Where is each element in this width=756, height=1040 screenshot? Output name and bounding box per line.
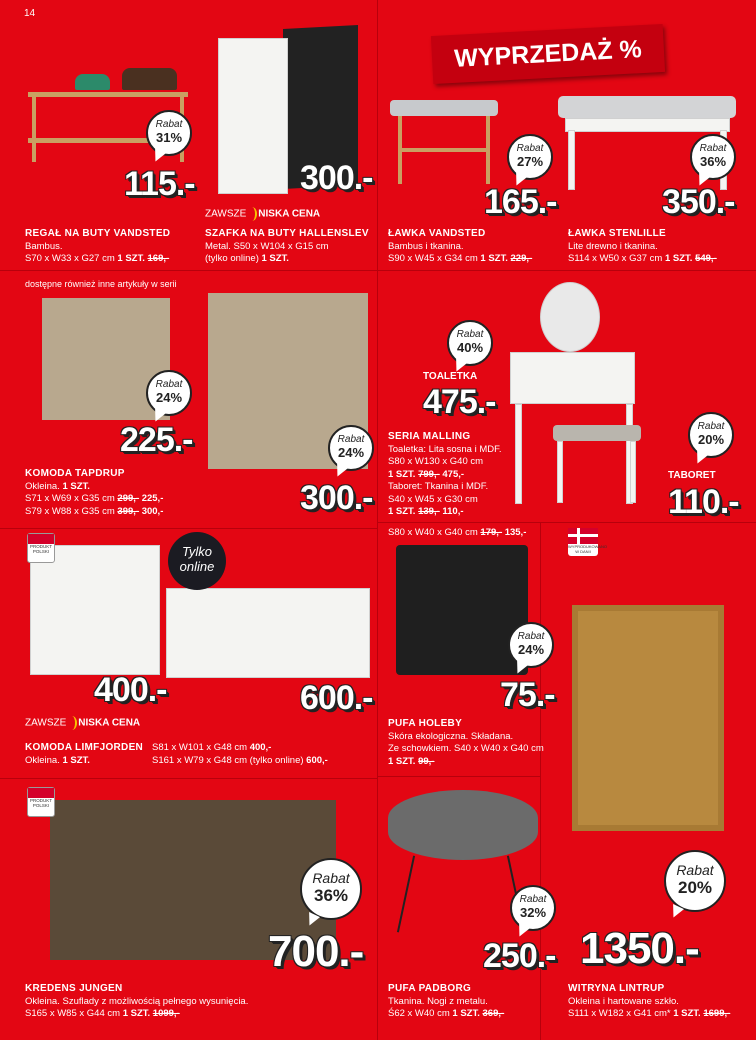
shoe-rack-image <box>28 92 188 97</box>
rabat-value: 36% <box>699 154 727 169</box>
rabat-value: 24% <box>337 445 365 460</box>
rabat-label: Rabat <box>697 421 725 432</box>
rabat-badge <box>664 850 726 912</box>
info-line <box>388 506 502 519</box>
info-text: 400,- <box>249 742 272 753</box>
info-line <box>25 996 248 1009</box>
info-text: 1 SZT. <box>388 506 419 517</box>
info-text: S80 x W130 x G40 cm <box>388 456 484 467</box>
price: 110.- <box>668 483 739 521</box>
info-text: S114 x W50 x G37 cm <box>568 253 665 264</box>
info-line <box>152 755 328 768</box>
info-text: 1 SZT. <box>62 480 90 492</box>
info-text: S70 x W33 x G27 cm <box>25 253 118 264</box>
divider <box>378 522 756 523</box>
product-info <box>568 228 717 266</box>
info-text: S111 x W182 x G41 cm* <box>568 1008 674 1019</box>
info-line <box>25 983 248 996</box>
rabat-label: Rabat <box>312 870 350 886</box>
rabat-badge <box>507 134 553 180</box>
info-line <box>25 468 163 481</box>
tylko-online-badge <box>168 532 226 590</box>
product-info <box>25 468 163 518</box>
product-info <box>25 742 143 767</box>
info-line <box>388 228 532 241</box>
shoe-rack-leg <box>32 92 36 162</box>
logo-text: ZAWSZE <box>25 717 67 729</box>
badge-text: online <box>179 559 215 574</box>
info-text: Okleina. Szuflady z możliwością pełnego wysunięcia. <box>25 995 249 1007</box>
price: 400.- <box>94 671 167 709</box>
old-price: 369,- <box>482 1008 505 1019</box>
product-info <box>388 983 504 1021</box>
info-text: Bambus. <box>25 240 63 252</box>
info-line <box>568 996 730 1009</box>
badge-text: PRODUKT POLSKI <box>29 798 52 808</box>
old-price: 1699,- <box>703 1008 731 1019</box>
product-name: SERIA MALLING <box>388 431 471 442</box>
info-line <box>205 241 369 254</box>
always-low-price-logo <box>205 207 320 222</box>
product-name: SZAFKA NA BUTY HALLENSLEV <box>205 228 369 239</box>
badge-text: Tylko <box>181 544 213 559</box>
bench-shelf <box>398 148 490 152</box>
product-info <box>25 228 170 266</box>
limfjorden-wide-dresser-image <box>166 588 370 678</box>
info-text: Okleina. <box>25 480 63 492</box>
info-text: S80 x W40 x G40 cm <box>388 527 481 538</box>
product-info <box>388 431 502 519</box>
price: 300.- <box>300 159 373 197</box>
info-text: 1 SZT. <box>122 1008 153 1019</box>
rabat-label: Rabat <box>517 631 545 642</box>
info-line <box>568 241 717 254</box>
produkt-polski-badge <box>27 533 55 563</box>
rabat-label: Rabat <box>516 143 544 154</box>
info-text: Toaletka: Lita sosna i MDF. <box>388 443 502 455</box>
bench-stenlille-frame <box>565 118 730 132</box>
info-text: Taboret: Tkanina i MDF. <box>388 481 489 492</box>
rabat-badge <box>688 412 734 458</box>
price: 700.- <box>268 927 364 976</box>
product-info <box>388 527 526 540</box>
vanity-mirror-image <box>540 282 600 352</box>
rabat-label: Rabat <box>155 119 183 130</box>
always-low-price-logo <box>25 716 140 731</box>
rabat-value: 20% <box>697 432 725 447</box>
divider <box>0 528 378 529</box>
info-line <box>25 755 143 768</box>
product-name: WITRYNA LINTRUP <box>568 983 665 994</box>
info-line <box>388 756 544 769</box>
info-line <box>25 481 163 494</box>
product-name: PUFA HOLEBY <box>388 718 463 729</box>
info-text: 1 SZT. <box>452 1008 483 1019</box>
old-price: 179,- <box>480 527 503 538</box>
info-text: 225,- <box>139 493 164 504</box>
info-text: S40 x W45 x G30 cm <box>388 493 478 505</box>
info-line <box>388 731 544 744</box>
old-price: 799,- <box>418 468 440 480</box>
rabat-value: 31% <box>155 130 183 145</box>
price: 475.- <box>423 383 496 421</box>
info-line <box>152 742 328 755</box>
info-line <box>568 1008 730 1021</box>
rabat-value: 32% <box>519 905 547 920</box>
info-text: S71 x W69 x G35 cm <box>25 493 118 504</box>
info-text: S81 x W101 x G48 cm <box>152 742 250 753</box>
info-line <box>25 228 170 241</box>
padborg-leg <box>397 856 415 933</box>
old-price: 549,- <box>695 253 717 264</box>
info-line <box>568 253 717 266</box>
old-price: 399,- <box>117 505 140 517</box>
bench-leg <box>568 130 575 190</box>
rabat-badge <box>508 622 554 668</box>
product-name: KOMODA LIMFJORDEN <box>25 742 144 753</box>
price: 350.- <box>662 183 735 221</box>
product-info <box>152 742 328 767</box>
divider <box>377 0 378 1040</box>
info-text: S90 x W45 x G34 cm <box>388 253 481 264</box>
divider <box>378 776 540 777</box>
old-price: 299,- <box>117 493 140 504</box>
info-text: 1 SZT. <box>673 1008 704 1019</box>
info-text: 600,- <box>306 754 328 766</box>
price: 165.- <box>484 183 557 221</box>
price: 300.- <box>300 479 373 517</box>
rabat-value: 40% <box>456 340 484 355</box>
product-info <box>388 228 532 266</box>
rabat-label: Rabat <box>456 329 484 340</box>
rabat-value: 24% <box>155 390 183 405</box>
info-text: 1 SZT. <box>388 468 419 480</box>
rabat-value: 36% <box>313 886 349 905</box>
old-price: 139,- <box>418 506 440 517</box>
page-number: 14 <box>24 8 36 19</box>
series-note: dostępne również inne artykuły w serii <box>25 279 177 289</box>
made-in-denmark-badge <box>568 528 607 556</box>
info-line <box>388 996 504 1009</box>
product-name: ŁAWKA VANDSTED <box>388 228 486 239</box>
product-info <box>25 983 248 1021</box>
badge-text: WYPRODUKOWANO W DANII <box>568 544 607 554</box>
info-line <box>388 1008 504 1021</box>
info-text: 475,- <box>439 468 465 480</box>
info-line <box>568 983 730 996</box>
info-line <box>205 228 369 241</box>
info-line <box>388 469 502 482</box>
product-info <box>205 228 369 266</box>
shoe-image <box>75 74 110 90</box>
info-text: 1 SZT. <box>261 253 289 264</box>
info-line <box>388 494 502 507</box>
info-line <box>568 228 717 241</box>
old-price: 229,- <box>510 253 533 264</box>
rabat-badge <box>328 425 374 471</box>
price: 1350.- <box>580 924 699 973</box>
info-text: Ś62 x W40 cm <box>388 1008 453 1019</box>
product-name: KOMODA TAPDRUP <box>25 468 125 479</box>
info-text: 1 SZT. <box>664 253 696 264</box>
old-price: 1099,- <box>152 1008 180 1019</box>
rabat-label: Rabat <box>155 379 183 390</box>
product-info <box>568 983 730 1021</box>
rabat-label: Rabat <box>519 894 547 905</box>
stool-leg <box>630 441 636 503</box>
info-text: Tkanina. Nogi z metalu. <box>388 995 488 1007</box>
holeby-pouf-image <box>396 545 528 675</box>
rabat-value: 27% <box>516 154 544 169</box>
info-line <box>25 506 163 519</box>
product-name: REGAŁ NA BUTY VANDSTED <box>25 228 171 239</box>
rabat-label: Rabat <box>699 143 727 154</box>
bench-vandsted-image <box>390 100 498 116</box>
vanity-leg <box>515 404 522 504</box>
produkt-polski-badge <box>27 787 55 817</box>
info-line <box>25 253 170 266</box>
price: 600.- <box>300 679 373 717</box>
rabat-value: 20% <box>677 878 713 897</box>
info-line <box>388 444 502 457</box>
limfjorden-tall-dresser-image <box>30 545 160 675</box>
product-name: KREDENS JUNGEN <box>25 983 123 994</box>
info-text: 1 SZT. <box>62 754 90 766</box>
boots-image <box>122 68 177 90</box>
price: 225.- <box>120 421 193 459</box>
info-text: S161 x W79 x G48 cm (tylko online) <box>152 754 307 766</box>
info-line <box>388 718 544 731</box>
padborg-pouf-image <box>388 790 538 860</box>
info-line <box>25 742 143 755</box>
badge-text: PRODUKT POLSKI <box>29 544 52 554</box>
info-text: 1 SZT. <box>480 253 511 264</box>
info-text: 110,- <box>439 506 464 517</box>
label-toaletka: TOALETKA <box>423 371 478 382</box>
info-text: Ze schowkiem. S40 x W40 x G40 cm <box>388 743 544 754</box>
info-text: Lite drewno i tkanina. <box>568 240 658 252</box>
product-info <box>388 718 544 768</box>
rabat-badge <box>300 858 362 920</box>
info-text: 1 SZT. <box>117 253 148 264</box>
info-line <box>388 481 502 494</box>
info-text: S79 x W88 x G35 cm <box>25 505 118 517</box>
info-text: S165 x W85 x G44 cm <box>25 1008 123 1019</box>
rabat-label: Rabat <box>676 862 714 878</box>
divider <box>0 778 378 779</box>
rabat-badge <box>447 320 493 366</box>
info-line <box>388 983 504 996</box>
info-line <box>388 527 526 540</box>
info-text: (tylko online) <box>205 253 262 264</box>
product-name: PUFA PADBORG <box>388 983 472 994</box>
info-text: 135,- <box>502 527 527 538</box>
info-text: 1 SZT. <box>388 755 419 767</box>
info-text: Okleina i hartowane szkło. <box>568 995 679 1007</box>
rabat-value: 24% <box>517 642 545 657</box>
info-text: Okleina. <box>25 754 63 766</box>
info-line <box>388 743 544 756</box>
info-text: 300,- <box>139 505 164 517</box>
stool-leg <box>557 441 563 503</box>
product-name: ŁAWKA STENLILLE <box>568 228 667 239</box>
info-text: Skóra ekologiczna. Składana. <box>388 730 514 742</box>
label-taboret: TABORET <box>668 470 716 481</box>
stool-image <box>553 425 641 441</box>
info-line <box>25 1008 248 1021</box>
logo-text: ZAWSZE <box>205 208 247 220</box>
info-line <box>388 241 532 254</box>
price: 115.- <box>124 165 195 203</box>
rabat-label: Rabat <box>337 434 365 445</box>
divider <box>0 270 756 271</box>
logo-text: NISKA CENA <box>258 208 321 220</box>
white-shoe-cabinet-image <box>218 38 288 194</box>
price: 250.- <box>483 937 556 975</box>
price: 75.- <box>500 676 555 714</box>
sale-banner: WYPRZEDAŻ % <box>431 24 665 84</box>
vanity-table-image <box>510 352 635 404</box>
rabat-badge <box>146 110 192 156</box>
bench-stenlille-image <box>558 96 736 118</box>
info-line <box>388 253 532 266</box>
info-line <box>388 456 502 469</box>
rabat-badge <box>690 134 736 180</box>
info-text: Bambus i tkanina. <box>388 240 464 252</box>
old-price: 169,- <box>147 253 170 264</box>
old-price: 99,- <box>418 755 435 767</box>
rabat-badge <box>510 885 556 931</box>
info-line <box>388 431 502 444</box>
lintrup-cabinet-image <box>572 605 724 831</box>
logo-text: NISKA CENA <box>78 717 141 729</box>
info-text: Metal. S50 x W104 x G15 cm <box>205 240 329 252</box>
info-line <box>25 241 170 254</box>
rabat-badge <box>146 370 192 416</box>
info-line <box>205 253 369 266</box>
info-line <box>25 493 163 506</box>
